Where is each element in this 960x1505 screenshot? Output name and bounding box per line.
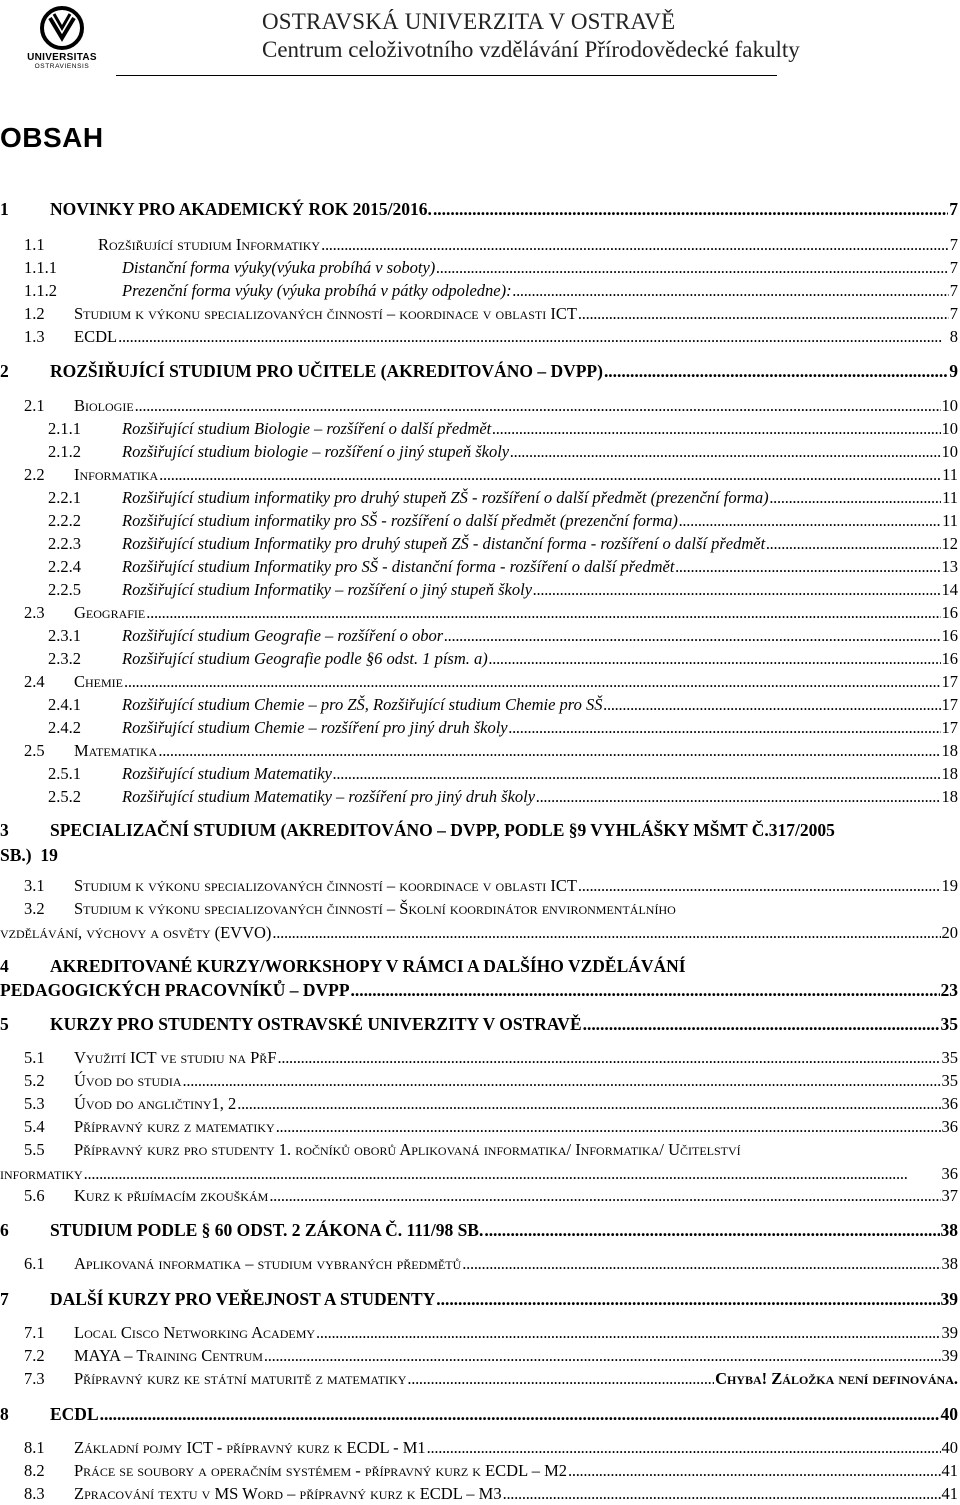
logo-subtitle: OSTRAVIENSIS	[34, 63, 90, 70]
toc-entry-2-1-2[interactable]: 2.1.2 Rozšiřující studium biologie – rozšíření o jiný stupeň školy . . . 10	[0, 442, 958, 462]
header-divider	[116, 75, 777, 76]
toc-entry-1-1-2[interactable]: 1.1.2 Prezenční forma výuky (výuka probíhá v pátky odpoledne): . . . 7	[0, 281, 958, 301]
toc-entry-7-1[interactable]: 7.1 Local Cisco Networking Academy . . . 39	[0, 1323, 958, 1343]
toc-entry-7-2[interactable]: 7.2 MAYA – Training Centrum . . . 39	[0, 1346, 958, 1366]
toc-entry-1-1[interactable]: 1.1 Rozšiřující studium Informatiky . . . 7	[0, 235, 958, 255]
toc-entry-2-4-2[interactable]: 2.4.2 Rozšiřující studium Chemie – rozšíření pro jiný druh školy . . . 17	[0, 718, 958, 738]
university-name: OSTRAVSKÁ UNIVERZITA V OSTRAVĚ	[262, 9, 676, 34]
bookmark-error: Chyba! Záložka není definována.	[715, 1369, 958, 1388]
toc-entry-1[interactable]: 1 NOVINKY PRO AKADEMICKÝ ROK 2015/2016. . . . 7	[0, 199, 958, 220]
toc-entry-2-5-1[interactable]: 2.5.1 Rozšiřující studium Matematiky . . . 18	[0, 764, 958, 784]
toc-heading: OBSAH	[0, 122, 104, 153]
toc-entry-2-1[interactable]: 2.1 Biologie . . . 10	[0, 396, 958, 416]
toc-entry-1-1-1[interactable]: 1.1.1 Distanční forma výuky(výuka probíhá v soboty) . . . 7	[0, 258, 958, 278]
toc-entry-5[interactable]: 5 KURZY PRO STUDENTY OSTRAVSKÉ UNIVERZITY V OSTRAVĚ . . . 35	[0, 1014, 958, 1035]
toc-entry-7[interactable]: 7 DALŠÍ KURZY PRO VEŘEJNOST A STUDENTY . . . 39	[0, 1289, 958, 1310]
toc-entry-2-5-2[interactable]: 2.5.2 Rozšiřující studium Matematiky – rozšíření pro jiný druh školy . . . 18	[0, 787, 958, 807]
toc-entry-2-2-5[interactable]: 2.2.5 Rozšiřující studium Informatiky – rozšíření o jiný stupeň školy . . . 14	[0, 580, 958, 600]
toc-entry-8-1[interactable]: 8.1 Základní pojmy ICT - přípravný kurz k ECDL - M1 . . . 40	[0, 1438, 958, 1458]
toc-entry-2-2-1[interactable]: 2.2.1 Rozšiřující studium informatiky pro druhý stupeň ZŠ - rozšíření o další předmět (prezenční forma) . . . 11	[0, 488, 958, 508]
toc-entry-3-1[interactable]: 3.1 Studium k výkonu specializovaných činností – koordinace v oblasti ICT . . . 19	[0, 876, 958, 896]
faculty-center-name: Centrum celoživotního vzdělávání Přírodovědecké fakulty	[262, 37, 800, 62]
toc-entry-3[interactable]: 3 SPECIALIZAČNÍ STUDIUM (AKREDITOVÁNO – DVPP, PODLE §9 VYHLÁŠKY MŠMT Č.317/2005 SB.) 19	[0, 820, 835, 865]
toc-entry-8[interactable]: 8 ECDL . . . 40	[0, 1404, 958, 1425]
toc-entry-2-3-2[interactable]: 2.3.2 Rozšiřující studium Geografie podle §6 odst. 1 písm. a) . . . 16	[0, 649, 958, 669]
toc-entry-5-1[interactable]: 5.1 Využití ICT ve studiu na PřF . . . 35	[0, 1048, 958, 1068]
toc-entry-5-2[interactable]: 5.2 Úvod do studia . . . 35	[0, 1071, 958, 1091]
toc-entry-7-3[interactable]: 7.3 Přípravný kurz ke státní maturitě z matematiky . . . Chyba! Záložka není definována.	[0, 1369, 958, 1389]
toc-entry-2-2-3[interactable]: 2.2.3 Rozšiřující studium Informatiky pro druhý stupeň ZŠ - distanční forma - rozšíření o další předmět . . . 12	[0, 534, 958, 554]
toc-entry-8-2[interactable]: 8.2 Práce se soubory a operačním systémem - přípravný kurz k ECDL – M2 . . . 41	[0, 1461, 958, 1481]
toc-entry-2-3[interactable]: 2.3 Geografie . . . 16	[0, 603, 958, 623]
toc-entry-5-5[interactable]: 5.5 Přípravný kurz pro studenty 1. ročníků oborů Aplikovaná informatika/ Informatika/ Učitelství informatiky . . . 36	[0, 1140, 958, 1184]
toc-entry-1-2[interactable]: 1.2 Studium k výkonu specializovaných činností – koordinace v oblasti ICT . . . 7	[0, 304, 958, 324]
toc-entry-2-2-2[interactable]: 2.2.2 Rozšiřující studium informatiky pro SŠ - rozšíření o další předmět (prezenční forma) . . . 11	[0, 511, 958, 531]
toc-entry-2-4-1[interactable]: 2.4.1 Rozšiřující studium Chemie – pro ZŠ, Rozšiřující studium Chemie pro SŠ . . . 17	[0, 695, 958, 715]
toc-entry-5-6[interactable]: 5.6 Kurz k přijímacím zkouškám . . . 37	[0, 1186, 958, 1206]
toc-entry-3-2[interactable]: 3.2 Studium k výkonu specializovaných činností – Školní koordinátor environmentálního vzdělávání, výchovy a osvěty (EVVO) . . . 20	[0, 899, 958, 943]
logo-name: UNIVERSITAS	[27, 52, 97, 63]
toc-entry-2-3-1[interactable]: 2.3.1 Rozšiřující studium Geografie – rozšíření o obor . . . 16	[0, 626, 958, 646]
toc-entry-2-2[interactable]: 2.2 Informatika . . . 11	[0, 465, 958, 485]
header-text	[262, 8, 800, 64]
university-emblem-icon	[40, 6, 84, 50]
toc-entry-5-4[interactable]: 5.4 Přípravný kurz z matematiky . . . 36	[0, 1117, 958, 1137]
toc-entry-2-1-1[interactable]: 2.1.1 Rozšiřující studium Biologie – rozšíření o další předmět . . . 10	[0, 419, 958, 439]
toc-entry-6-1[interactable]: 6.1 Aplikovaná informatika – studium vybraných předmětů . . . 38	[0, 1254, 958, 1274]
page-header	[0, 0, 960, 80]
toc-entry-2-4[interactable]: 2.4 Chemie . . . 17	[0, 672, 958, 692]
university-logo	[24, 6, 100, 74]
toc-entry-2-5[interactable]: 2.5 Matematika . . . 18	[0, 741, 958, 761]
toc-entry-2[interactable]: 2 ROZŠIŘUJÍCÍ STUDIUM PRO UČITELE (AKREDITOVÁNO – DVPP) . . . 9	[0, 361, 958, 382]
toc-entry-6[interactable]: 6 STUDIUM PODLE § 60 ODST. 2 ZÁKONA Č. 111/98 SB. . . . 38	[0, 1220, 958, 1241]
dot-leader	[433, 199, 948, 220]
toc-entry-1-3[interactable]: 1.3 ECDL . . . 8	[0, 327, 958, 347]
toc-entry-4[interactable]: 4 AKREDITOVANÉ KURZY/WORKSHOPY V RÁMCI A DALŠÍHO VZDĚLÁVÁNÍ PEDAGOGICKÝCH PRACOVNÍKŮ – DVPP . . . 23	[0, 956, 958, 1001]
toc-entry-2-2-4[interactable]: 2.2.4 Rozšiřující studium Informatiky pro SŠ - distanční forma - rozšíření o další předmět . . . 13	[0, 557, 958, 577]
toc-entry-5-3[interactable]: 5.3 Úvod do angličtiny1, 2 . . . 36	[0, 1094, 958, 1114]
toc-entry-8-3[interactable]: 8.3 Zpracování textu v MS Word – přípravný kurz k ECDL – M3 . . . 41	[0, 1484, 958, 1504]
